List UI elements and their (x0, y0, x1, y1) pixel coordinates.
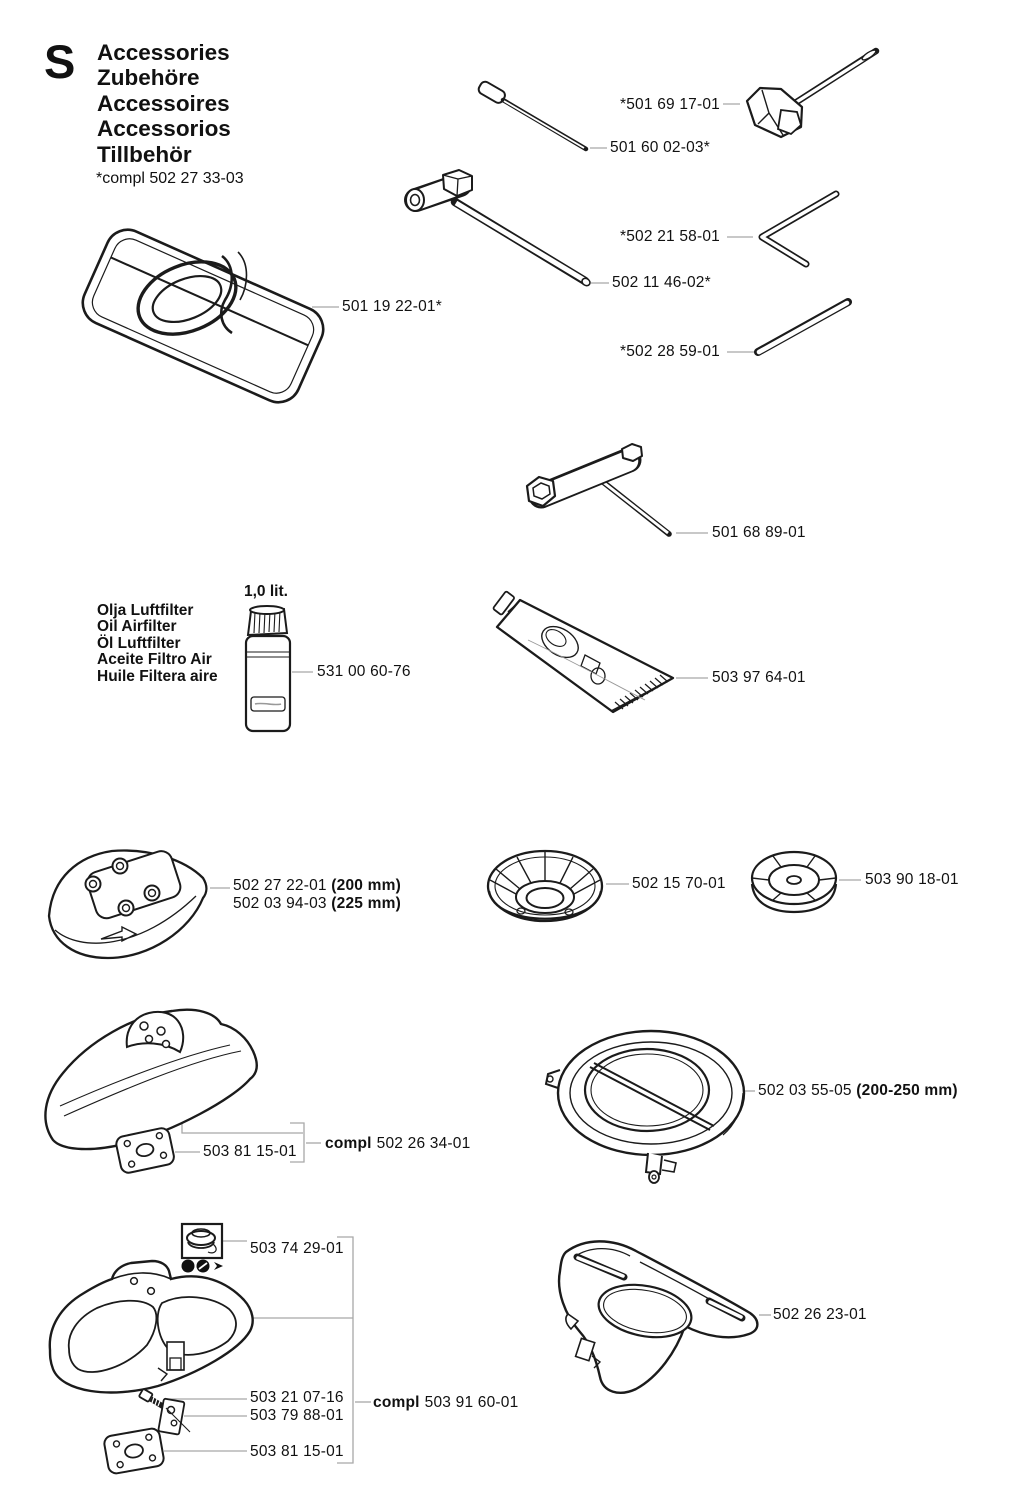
compl-note: *compl 502 27 33-03 (96, 170, 244, 187)
oil-name-es: Aceite Filtro Air (97, 651, 212, 669)
trimmer-head-pictograms (182, 1260, 224, 1273)
shield-compl-prefix: compl (325, 1135, 372, 1152)
plug-wrench-icon (406, 170, 591, 287)
part-label-guard-200 (233, 877, 401, 895)
guard-225-size: (225 mm) (331, 895, 401, 912)
page-title (97, 40, 231, 167)
guard-compl-number: 503 91 60-01 (424, 1394, 519, 1411)
part-label-plate-rear: 503 81 15-01 (250, 1443, 344, 1460)
oil-bottle-icon (246, 606, 290, 731)
part-label-screwdriver: 501 60 02-03* (610, 139, 710, 156)
title-de: Zubehöre (97, 65, 200, 91)
part-label-tool-bag: 501 19 22-01* (342, 298, 442, 315)
part-label-grease-tube: 503 97 64-01 (712, 669, 806, 686)
part-label-socket-tool: *501 69 17-01 (620, 96, 720, 113)
part-label-guard-225 (233, 895, 401, 913)
part-label-blade-guard: 502 26 23-01 (773, 1306, 867, 1323)
oil-volume-label: 1,0 lit. (244, 583, 288, 600)
title-es: Accessorios (97, 116, 231, 142)
part-label-screw: 503 21 07-16 (250, 1389, 344, 1406)
trimmer-head-frame-icon (182, 1224, 222, 1258)
combi-wrench-icon (527, 444, 669, 534)
part-label-filter-oil: 531 00 60-76 (317, 663, 411, 680)
ring-guard-size: (200-250 mm) (856, 1082, 958, 1099)
screw-icon (139, 1389, 164, 1407)
part-label-clamp: 503 79 88-01 (250, 1407, 344, 1424)
grease-tube-icon (493, 591, 673, 712)
part-label-support-wheel: 503 90 18-01 (865, 871, 959, 888)
screwdriver-icon (477, 80, 586, 149)
rear-guard-icon (50, 1261, 253, 1392)
section-letter: S (44, 35, 76, 88)
part-label-hex-key: *502 21 58-01 (620, 228, 720, 245)
support-cup-icon (488, 851, 602, 921)
title-fr: Accessoires (97, 90, 230, 116)
guard-200-size: (200 mm) (331, 877, 401, 894)
part-label-trimmer-head: 503 74 29-01 (250, 1240, 344, 1257)
part-label-plug-wrench: 502 11 46-02* (612, 274, 711, 291)
part-label-rod: *502 28 59-01 (620, 343, 720, 360)
tool-bag-icon (76, 223, 330, 410)
support-wheel-icon (752, 852, 836, 912)
ring-guard-icon (546, 1031, 744, 1183)
oil-name-fr: Huile Filtera aire (97, 667, 218, 685)
guard-200-number: 502 27 22-01 (233, 877, 327, 894)
part-label-support-cup: 502 15 70-01 (632, 875, 726, 892)
guard-225-number: 502 03 94-03 (233, 895, 327, 912)
part-label-ring-guard (758, 1082, 958, 1100)
oil-name-de: Öl Luftfilter (97, 634, 181, 652)
part-label-guards (233, 877, 401, 913)
guard-200-icon (49, 848, 206, 958)
hex-key-icon (762, 194, 836, 264)
part-label-combi-wrench: 501 68 89-01 (712, 524, 806, 541)
oil-name-en: Oil Airfilter (97, 618, 177, 636)
guard-compl-prefix: compl (373, 1394, 420, 1411)
title-sv: Tillbehör (97, 141, 192, 167)
blade-guard-icon (559, 1241, 757, 1392)
oil-name-block (97, 603, 218, 685)
mounting-plate-rear-icon (103, 1427, 165, 1474)
part-label-plate-front: 503 81 15-01 (203, 1143, 297, 1160)
shield-icon (45, 1010, 256, 1149)
title-en: Accessories (97, 40, 230, 65)
part-label-shield-compl (325, 1135, 470, 1153)
rod-icon (758, 302, 848, 352)
part-label-guard-compl (373, 1394, 518, 1412)
oil-name-sv: Olja Luftfilter (97, 602, 194, 619)
socket-tool-icon (747, 48, 877, 137)
shield-compl-number: 502 26 34-01 (376, 1135, 471, 1152)
ring-guard-number: 502 03 55-05 (758, 1082, 852, 1099)
